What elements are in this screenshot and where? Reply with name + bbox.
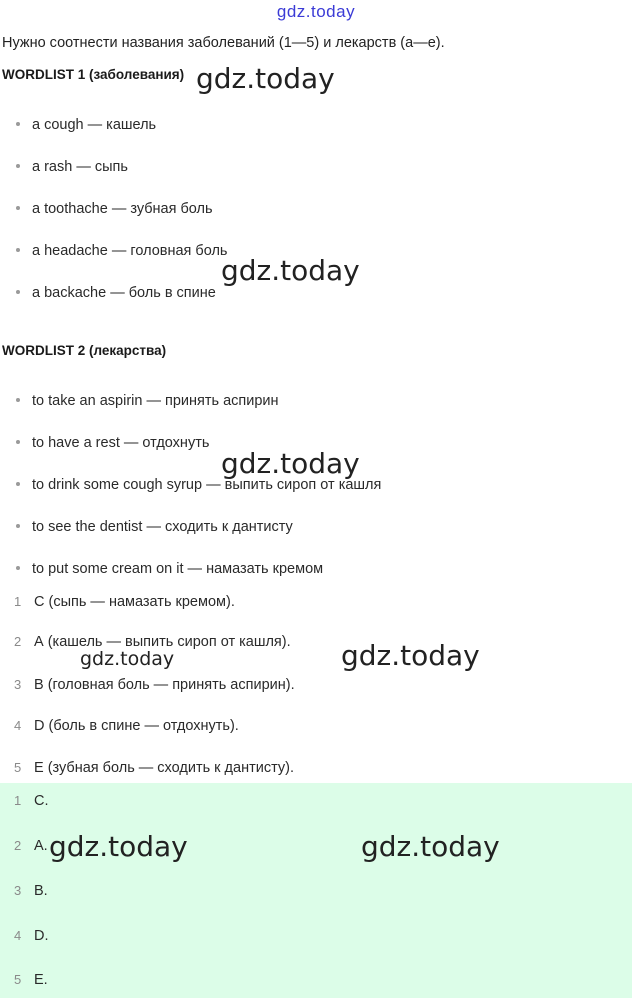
answer-row: 5 Е (зубная боль — сходить к дантисту). bbox=[14, 760, 294, 776]
bullet-icon bbox=[16, 122, 20, 126]
watermark: gdz.today bbox=[361, 830, 500, 863]
answer-row: 3 В (головная боль — принять аспирин). bbox=[14, 677, 295, 693]
bullet-icon bbox=[16, 248, 20, 252]
list-item: a cough — кашель bbox=[16, 117, 156, 133]
list-item: a rash — сыпь bbox=[16, 159, 128, 175]
bullet-icon bbox=[16, 482, 20, 486]
bullet-icon bbox=[16, 206, 20, 210]
wordlist2-heading bbox=[2, 343, 166, 358]
short-answer-row: 2 А. bbox=[14, 838, 48, 854]
watermark: gdz.today bbox=[221, 447, 360, 480]
wordlist1-title: WORDLIST 1 bbox=[2, 67, 86, 82]
list-item: to take an aspirin — принять аспирин bbox=[16, 393, 279, 409]
bullet-icon bbox=[16, 524, 20, 528]
bullet-icon bbox=[16, 164, 20, 168]
bullet-icon bbox=[16, 398, 20, 402]
watermark: gdz.today bbox=[80, 648, 175, 670]
short-answer-row: 3 В. bbox=[14, 883, 48, 899]
short-answer-row: 4 D. bbox=[14, 928, 49, 944]
list-item: a headache — головная боль bbox=[16, 243, 227, 259]
list-item: to have a rest — отдохнуть bbox=[16, 435, 209, 451]
watermark: gdz.today bbox=[341, 639, 480, 672]
wordlist1-heading bbox=[2, 67, 184, 82]
list-item: to see the dentist — сходить к дантисту bbox=[16, 519, 293, 535]
answer-row: 2 А (кашель — выпить сироп от кашля). bbox=[14, 634, 291, 650]
answer-highlight-block bbox=[0, 783, 632, 998]
watermark: gdz.today bbox=[221, 254, 360, 287]
list-item: to put some cream on it — намазать кремом bbox=[16, 561, 323, 577]
bullet-icon bbox=[16, 566, 20, 570]
list-item: to drink some cough syrup — выпить сироп от кашля bbox=[16, 477, 381, 493]
watermark: gdz.today bbox=[196, 62, 335, 95]
answer-row: 1 С (сыпь — намазать кремом). bbox=[14, 594, 235, 610]
list-item: a toothache — зубная боль bbox=[16, 201, 213, 217]
wordlist1-subtitle: (заболевания) bbox=[89, 67, 185, 82]
wordlist2-subtitle: (лекарства) bbox=[89, 343, 167, 358]
task-instruction: Нужно соотнести названия заболеваний (1—5) и лекарств (а—е). bbox=[2, 35, 445, 51]
watermark: gdz.today bbox=[49, 830, 188, 863]
list-item: a backache — боль в спине bbox=[16, 285, 216, 301]
bullet-icon bbox=[16, 440, 20, 444]
answer-row: 4 D (боль в спине — отдохнуть). bbox=[14, 718, 239, 734]
wordlist2-title: WORDLIST 2 bbox=[2, 343, 86, 358]
short-answer-row: 1 С. bbox=[14, 793, 49, 809]
short-answer-row: 5 Е. bbox=[14, 972, 48, 988]
bullet-icon bbox=[16, 290, 20, 294]
site-watermark: gdz.today bbox=[276, 2, 356, 21]
